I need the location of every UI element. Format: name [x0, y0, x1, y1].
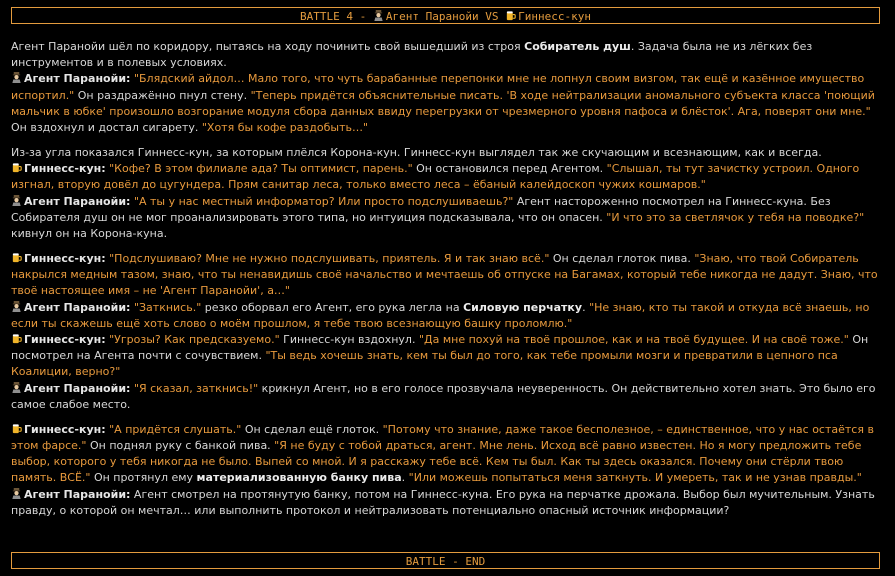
- dialogue-line: [11, 487, 883, 519]
- narration-text: Он протянул ему: [90, 471, 197, 485]
- dialogue-quote: "Заткнись.": [133, 300, 202, 314]
- battle-number-label: BATTLE 4 -: [300, 10, 373, 23]
- narration-text: Он сделал ещё глоток.: [241, 422, 383, 436]
- story-paragraph: [11, 145, 883, 242]
- speaker-label: [11, 333, 106, 346]
- narration-text: Он вздохнул и достал сигарету.: [11, 121, 202, 135]
- narration-text: .: [582, 300, 590, 314]
- guinness-name: Гиннесс-кун: [518, 10, 591, 23]
- agent-avatar-icon: [11, 301, 22, 312]
- agent-avatar-icon: [373, 10, 384, 21]
- speaker-label: [11, 252, 106, 265]
- dialogue-line: [11, 332, 883, 381]
- dialogue-quote: "Знаю, что твой Собиратель накрылся медным тазом, знаю, что ты ненавидишь своё начальство и мечтаешь об отпуске на Багамах, который тебе никогда не дадут. Знаю, что твоё настоящее имя – не 'Агент Паранойи', а…": [11, 252, 878, 298]
- dialogue-quote: "Не знаю, кто ты такой и откуда всё знаешь, но если ты скажешь ещё хоть слово о моём прошлом, я тебе твою всезнающую башку проломлю.": [11, 300, 870, 330]
- beer-mug-icon: [11, 252, 22, 263]
- item-name: Собиратель душ: [524, 40, 631, 53]
- dialogue-line: [11, 300, 883, 332]
- beer-mug-icon: [11, 162, 22, 173]
- narration-text: Из-за угла показался Гиннесс-кун, за которым плёлся Корона-кун. Гиннесс-кун выглядел так же скучающим и всезнающим, как и всегда.: [11, 146, 822, 160]
- speaker-label: [11, 195, 130, 208]
- agent-avatar-icon: [11, 195, 22, 206]
- speaker-name: Гиннесс-кун:: [24, 333, 106, 347]
- speaker-name: Гиннесс-кун:: [24, 162, 106, 176]
- item-name: Силовую перчатку: [463, 300, 583, 314]
- dialogue-quote: "Теперь придётся объяснительные писать. 'В ходе нейтрализации аномального субъекта класса 'поющий мальчик в юбке' произошло возгорание модуля сбора данных ввиду перегрузки от чрезмерного уровня пафоса и блёсток'. Ага, поверят они мне.": [11, 88, 875, 118]
- dialogue-quote: "Кофе? В этом филиале ада? Ты оптимист, парень.": [109, 162, 413, 176]
- speaker-name: Агент Паранойи:: [24, 487, 131, 501]
- speaker-name: Гиннесс-кун:: [24, 422, 106, 436]
- speaker-name: Агент Паранойи:: [24, 72, 131, 86]
- battle-title-banner: [11, 7, 880, 24]
- speaker-name: Гиннесс-кун:: [24, 252, 106, 266]
- speaker-name: Агент Паранойи:: [24, 381, 131, 395]
- narration-text: .: [401, 471, 409, 485]
- dialogue-quote: "Хотя бы кофе раздобыть…": [201, 121, 369, 135]
- agent-avatar-icon: [11, 72, 22, 83]
- dialogue-quote: "Я не буду с тобой драться, агент. Мне лень. Исход всё равно известен. Но я могу предложить тебе выбор, которого у тебя никогда не было. Выпей со мной. И я расскажу тебе всё. Кем ты был. Как ты здесь оказался. Почему они стёрли твою память. ВСЁ.": [11, 439, 862, 485]
- agent-avatar-icon: [11, 382, 22, 393]
- speaker-name: Агент Паранойи:: [24, 194, 131, 208]
- dialogue-line: [11, 422, 883, 487]
- dialogue-quote: "Я сказал, заткнись!": [133, 381, 259, 395]
- beer-mug-icon: [11, 423, 22, 434]
- dialogue-quote: "Или можешь попытаться меня заткнуть. И умереть, так и не узнав правды.": [408, 471, 862, 485]
- agent-avatar-icon: [11, 488, 22, 499]
- narration-text: Агент настороженно посмотрел на Гиннесс-куна. Без Собирателя душ он не мог проанализировать этого типа, но интуиция подсказывала, что он опасен.: [11, 194, 831, 224]
- dialogue-quote: "Ты ведь хочешь знать, кем ты был до того, как тебе промыли мозги и превратили в цепного пса Коалиции, верно?": [11, 349, 838, 379]
- speaker-label: [11, 382, 130, 395]
- narration-text: Агент смотрел на протянутую банку, потом на Гиннесс-куна. Его рука на перчатке дрожала. Выбор был мучительным. Узнать правду, о которой он мечтал… или выполнить протокол и нейтрализовать потенциально опасный источник информации?: [11, 487, 875, 517]
- dialogue-quote: "И что это за светлячок у тебя на поводке?": [606, 210, 865, 224]
- story-paragraph: [11, 422, 883, 519]
- speaker-label: [11, 301, 130, 314]
- dialogue-line: [11, 194, 883, 243]
- speaker-label: [11, 423, 106, 436]
- speaker-label: [11, 72, 130, 85]
- battle-end-label: BATTLE - END: [405, 555, 486, 568]
- narration-text: Он остановился перед Агентом.: [412, 162, 607, 176]
- narration-text: Он посмотрел на Агента почти с сочувствием.: [11, 333, 869, 363]
- narration-text: Он раздражённо пнул стену.: [74, 88, 251, 102]
- story-paragraph: [11, 39, 883, 136]
- dialogue-line: [11, 251, 883, 300]
- dialogue-quote: "Блядский айдол… Мало того, что чуть барабанные перепонки мне не лопнул своим визгом, так ещё и казённое имущество испортил.": [11, 72, 865, 102]
- item-name: материализованную банку пива: [196, 471, 402, 485]
- dialogue-line: [11, 71, 883, 136]
- narration-text: Он поднял руку с банкой пива.: [86, 439, 275, 453]
- narration-line: [11, 39, 883, 71]
- dialogue-quote: "А ты у нас местный информатор? Или просто подслушиваешь?": [133, 194, 514, 208]
- speaker-label: [11, 488, 130, 501]
- story-paragraph: [11, 251, 883, 413]
- narration-text: . Задача была не из лёгких без инструментов и в полевых условиях.: [11, 40, 813, 70]
- speaker-name: Агент Паранойи:: [24, 300, 131, 314]
- beer-mug-icon: [505, 10, 516, 21]
- dialogue-quote: "Угрозы? Как предсказуемо.": [109, 333, 280, 347]
- battle-end-banner: [11, 552, 880, 569]
- dialogue-quote: "Да мне похуй на твоё прошлое, как и на твоё будущее. И на своё тоже.": [418, 333, 849, 347]
- dialogue-quote: "Слышал, ты тут зачистку устроил. Одного изгнал, вторую довёл до цугундера. Прям санитар леса, только вместо леса – ёбаный калейдоскоп чужих кошмаров.": [11, 162, 860, 192]
- battle-story: [11, 39, 883, 528]
- versus-label: VS: [478, 10, 506, 23]
- narration-text: кивнул он на Корона-куна.: [11, 227, 168, 241]
- dialogue-quote: "А придётся слушать.": [109, 422, 242, 436]
- narration-text: резко оборвал его Агент, его рука легла на: [201, 300, 464, 314]
- dialogue-quote: "Подслушиваю? Мне не нужно подслушивать, приятель. Я и так знаю всё.": [109, 252, 550, 266]
- narration-text: крикнул Агент, но в его голосе прозвучала неуверенность. Он действительно хотел знать. Это было его самое слабое место.: [11, 381, 876, 411]
- dialogue-line: [11, 161, 883, 193]
- beer-mug-icon: [11, 333, 22, 344]
- dialogue-quote: "Потому что знание, даже такое бесполезное, – единственное, что у нас остаётся в этом фарсе.": [11, 422, 874, 453]
- dialogue-line: [11, 381, 883, 413]
- narration-text: Агент Паранойи шёл по коридору, пытаясь на ходу починить свой вышедший из строя: [11, 40, 525, 53]
- narration-line: [11, 145, 883, 161]
- agent-name: Агент Паранойи: [385, 10, 479, 23]
- speaker-label: [11, 162, 106, 175]
- narration-text: Гиннесс-кун вздохнул.: [279, 333, 419, 347]
- narration-text: Он сделал глоток пива.: [549, 252, 695, 266]
